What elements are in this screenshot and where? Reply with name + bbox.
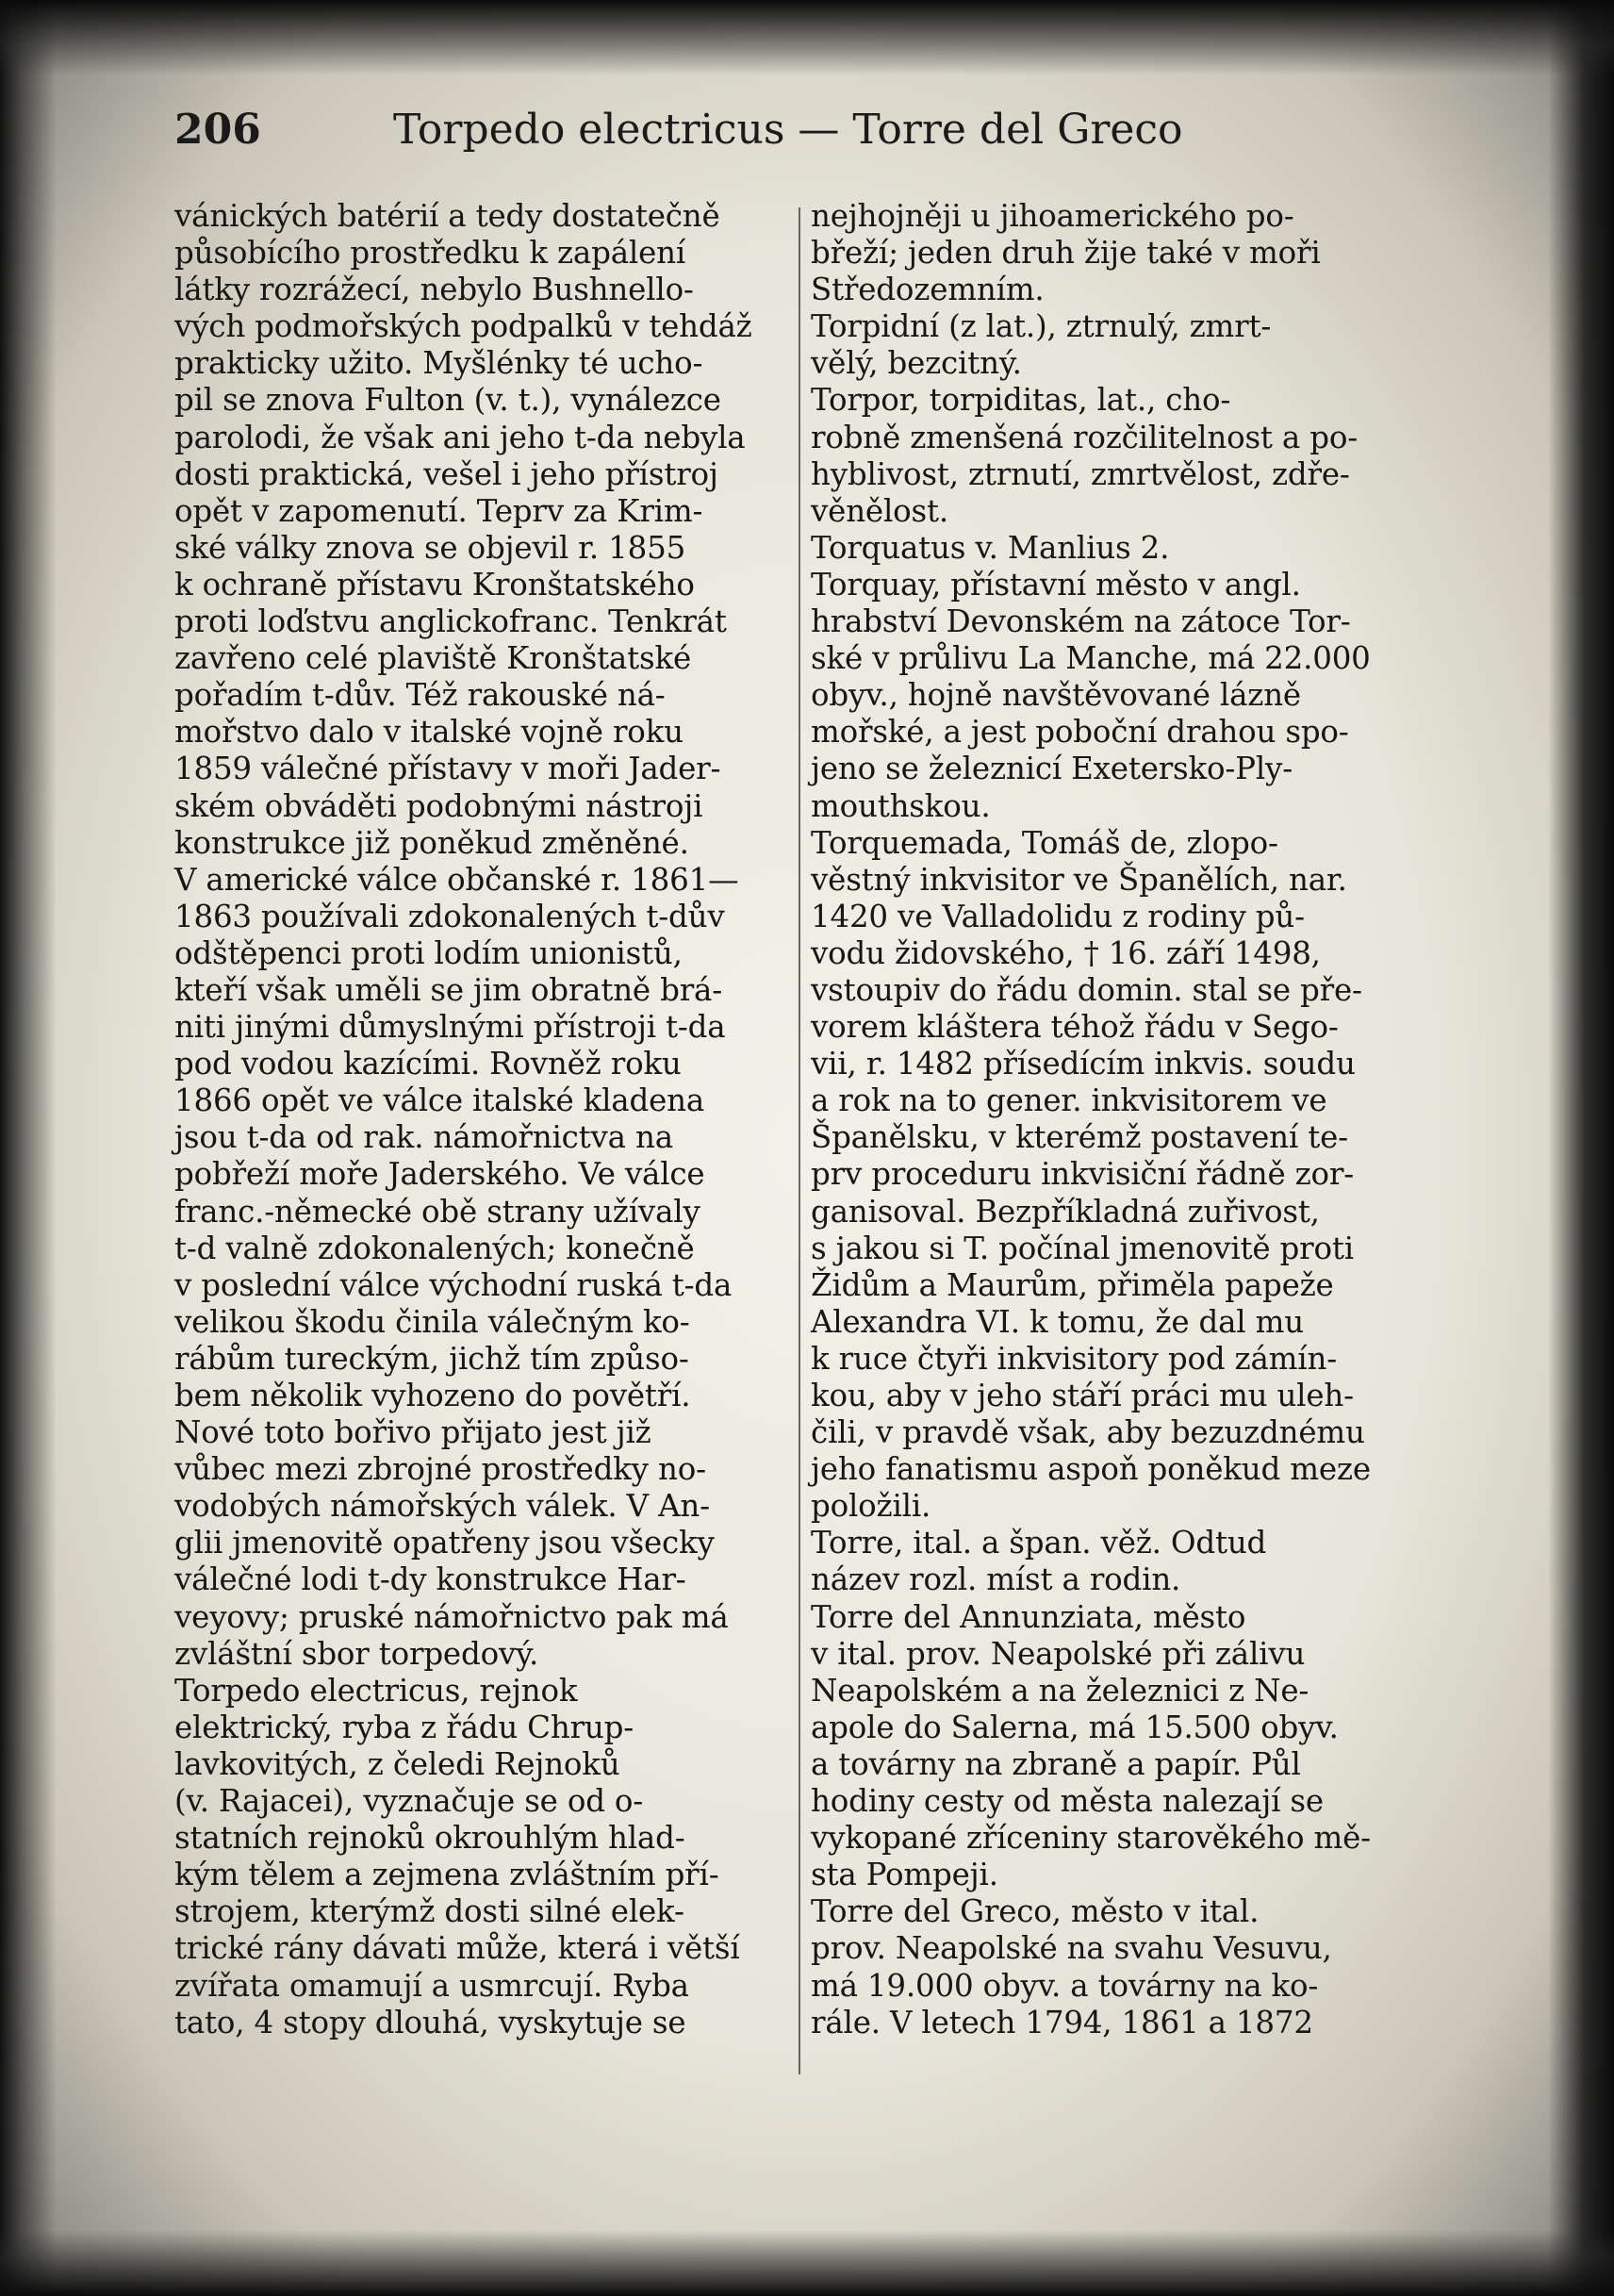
text-line: (v. Rajacei), vyznačuje se od o- (174, 1783, 644, 1820)
text-line: mouthskou. (811, 787, 991, 824)
text-line: položili. (811, 1488, 931, 1525)
text-line: vých podmořských podpalků v tehdáž (174, 308, 752, 345)
text-line: nejhojněji u jihoamerického po- (811, 198, 1294, 234)
text-line: k ruce čtyři inkvisitory pod zámín- (811, 1340, 1337, 1377)
text-line: statních rejnoků okrouhlým hlad- (174, 1820, 685, 1857)
left-column (174, 198, 792, 2041)
text-line: válečné lodi t-dy konstrukce Har- (174, 1561, 686, 1598)
text-line: rábům tureckým, jichž tím způso- (174, 1340, 689, 1377)
text-line: Torquemada, Tomáš de, zlopo- (811, 824, 1278, 861)
text-line: vii, r. 1482 přísedícím inkvis. soudu (811, 1046, 1356, 1082)
text-line: obyv., hojně navštěvované lázně (811, 677, 1301, 714)
text-line: čili, v pravdě však, aby bezuzdnému (811, 1414, 1365, 1451)
text-line: bem několik vyhozeno do povětří. (174, 1378, 691, 1413)
text-line: franc.-německé obě strany užívaly (174, 1193, 700, 1230)
text-line: ské v průlivu La Manche, má 22.000 (811, 640, 1371, 677)
text-line: kou, aby v jeho stáří práci mu uleh- (811, 1378, 1354, 1413)
right-column (811, 198, 1428, 2041)
text-line: jsou t-da od rak. námořnictva na (174, 1119, 673, 1156)
text-line: břeží; jeden druh žije také v moři (811, 235, 1321, 272)
text-line: vorem kláštera téhož řádu v Sego- (811, 1009, 1339, 1046)
text-line: rále. V letech 1794, 1861 a 1872 (811, 2004, 1313, 2040)
text-line: Torquatus v. Manlius 2. (811, 529, 1170, 566)
text-line: a továrny na zbraně a papír. Půl (811, 1745, 1301, 1782)
text-line: dosti praktická, vešel i jeho přístroj (174, 455, 718, 492)
text-line: parolodi, že však ani jeho t-da nebyla (174, 419, 746, 455)
text-line: zavřeno celé plaviště Kronštatské (174, 640, 691, 677)
text-line: opět v zapomenutí. Teprv za Krim- (174, 492, 703, 529)
text-line: Torquay, přístavní město v angl. (811, 566, 1301, 603)
text-line: zvláštní sbor torpedový. (174, 1635, 539, 1672)
text-line: t-d valně zdokonalených; konečně (174, 1230, 695, 1266)
text-line: kým tělem a zejmena zvláštním pří- (174, 1857, 719, 1893)
text-line: Torre del Greco, město v ital. (811, 1893, 1260, 1930)
text-line: Středozemním. (811, 272, 1045, 308)
text-line: proti loďstvu anglickofranc. Tenkrát (174, 603, 727, 640)
text-line: ském obváděti podobnými nástroji (174, 787, 703, 824)
text-line: pořadím t-dův. Též rakouské ná- (174, 677, 666, 714)
text-line: vodu židovského, † 16. září 1498, (811, 934, 1321, 971)
text-line: Torpedo electricus, rejnok (174, 1672, 578, 1709)
text-line: k ochraně přístavu Kronštatského (174, 566, 695, 603)
text-line: prakticky užito. Myšlénky té ucho- (174, 345, 703, 382)
text-line: ské války znova se objevil r. 1855 (174, 529, 686, 566)
text-line: hrabství Devonském na zátoce Tor- (811, 603, 1351, 640)
text-line: prov. Neapolské na svahu Vesuvu, (811, 1930, 1332, 1967)
page-shadow-top (0, 0, 1614, 75)
text-line: název rozl. míst a rodin. (811, 1561, 1181, 1598)
text-line: 1420 ve Valladolidu z rodiny pů- (811, 898, 1305, 934)
text-line: apole do Salerna, má 15.500 obyv. (811, 1709, 1339, 1745)
page-shadow-bottom (0, 2230, 1614, 2296)
text-line: Neapolském a na železnici z Ne- (811, 1672, 1309, 1709)
text-line: glii jmenovitě opatřeny jsou všecky (174, 1525, 715, 1561)
text-line: 1863 používali zdokonalených t-dův (174, 898, 725, 934)
column-divider (799, 207, 800, 2074)
text-line: strojem, kterýmž dosti silné elek- (174, 1893, 684, 1930)
text-line: mořstvo dalo v italské vojně roku (174, 714, 683, 751)
text-line: Židům a Maurům, přiměla papeže (811, 1266, 1334, 1303)
text-line: elektrický, ryba z řádu Chrup- (174, 1709, 634, 1745)
text-line: odštěpenci proti lodím unionistů, (174, 934, 683, 971)
text-line: Torpor, torpiditas, lat., cho- (811, 382, 1231, 419)
text-line: s jakou si T. počínal jmenovitě proti (811, 1230, 1354, 1266)
text-line: vělý, bezcitný. (811, 345, 1022, 382)
text-line: a rok na to gener. inkvisitorem ve (811, 1082, 1327, 1119)
text-line: konstrukce již poněkud změněné. (174, 824, 689, 861)
text-line: v ital. prov. Neapolské při zálivu (811, 1635, 1306, 1672)
text-line: v poslední válce východní ruská t-da (174, 1266, 733, 1303)
text-line: má 19.000 obyv. a továrny na ko- (811, 1967, 1319, 2004)
text-line: vůbec mezi zbrojné prostředky no- (174, 1451, 706, 1488)
text-line: niti jinými důmyslnými přístroji t-da (174, 1009, 726, 1046)
text-line: kteří však uměli se jim obratně brá- (174, 971, 722, 1008)
text-line: ganisoval. Bezpříkladná zuřivost, (811, 1193, 1320, 1230)
text-line: trické rány dávati může, která i větší (174, 1930, 740, 1967)
text-line: zvířata omamují a usmrcují. Ryba (174, 1967, 689, 2004)
text-line: Španělsku, v kterémž postavení te- (811, 1119, 1348, 1156)
text-line: lavkovitých, z čeledi Rejnoků (174, 1745, 620, 1782)
text-line: Torpidní (z lat.), ztrnulý, zmrt- (811, 308, 1272, 345)
text-line: věnělost. (811, 492, 948, 529)
text-line: prv proceduru inkvisiční řádně zor- (811, 1156, 1355, 1193)
text-line: sta Pompeji. (811, 1857, 998, 1893)
text-line: jeho fanatismu aspoň poněkud meze (811, 1451, 1371, 1488)
text-line: pobřeží moře Jaderského. Ve válce (174, 1156, 705, 1193)
text-line: vykopané zříceniny starověkého mě- (811, 1820, 1371, 1857)
text-line: mořské, a jest poboční drahou spo- (811, 714, 1349, 751)
page-number: 206 (174, 106, 261, 154)
text-line: veyovy; pruské námořnictvo pak má (174, 1598, 729, 1635)
text-line: 1866 opět ve válce italské kladena (174, 1082, 705, 1119)
text-line: tato, 4 stopy dlouhá, vyskytuje se (174, 2004, 686, 2040)
text-line: Torre del Annunziata, město (811, 1598, 1246, 1635)
text-line: robně zmenšená rozčilitelnost a po- (811, 419, 1358, 455)
text-line: velikou škodu činila válečným ko- (174, 1303, 690, 1340)
text-line: pil se znova Fulton (v. t.), vynálezce (174, 382, 721, 419)
text-line: vstoupiv do řádu domin. stal se pře- (811, 971, 1362, 1008)
text-line: hyblivost, ztrnutí, zmrtvělost, zdře- (811, 455, 1350, 492)
text-line: věstný inkvisitor ve Španělích, nar. (811, 861, 1347, 898)
running-title: Torpedo electricus — Torre del Greco (393, 106, 1183, 154)
text-line: vánických batérií a tedy dostatečně (174, 198, 720, 234)
page-shadow-left (0, 0, 57, 2296)
text-line: působícího prostředku k zapálení (174, 235, 686, 272)
text-line: látky rozrážecí, nebylo Bushnello- (174, 272, 694, 308)
page-shadow-right (1548, 0, 1614, 2296)
text-line: Nové toto bořivo přijato jest již (174, 1414, 651, 1451)
running-header (174, 106, 1211, 162)
text-line: V americké válce občanské r. 1861— (174, 861, 739, 898)
text-line: jeno se železnicí Exetersko-Ply- (811, 751, 1293, 787)
text-line: pod vodou kazícími. Rovněž roku (174, 1046, 682, 1082)
text-line: Alexandra VI. k tomu, že dal mu (811, 1303, 1304, 1340)
text-line: 1859 válečné přístavy v moři Jader- (174, 751, 721, 787)
text-line: hodiny cesty od města nalezají se (811, 1783, 1324, 1820)
text-line: vodobých námořských válek. V An- (174, 1488, 710, 1525)
text-line: Torre, ital. a špan. věž. Odtud (811, 1525, 1267, 1561)
